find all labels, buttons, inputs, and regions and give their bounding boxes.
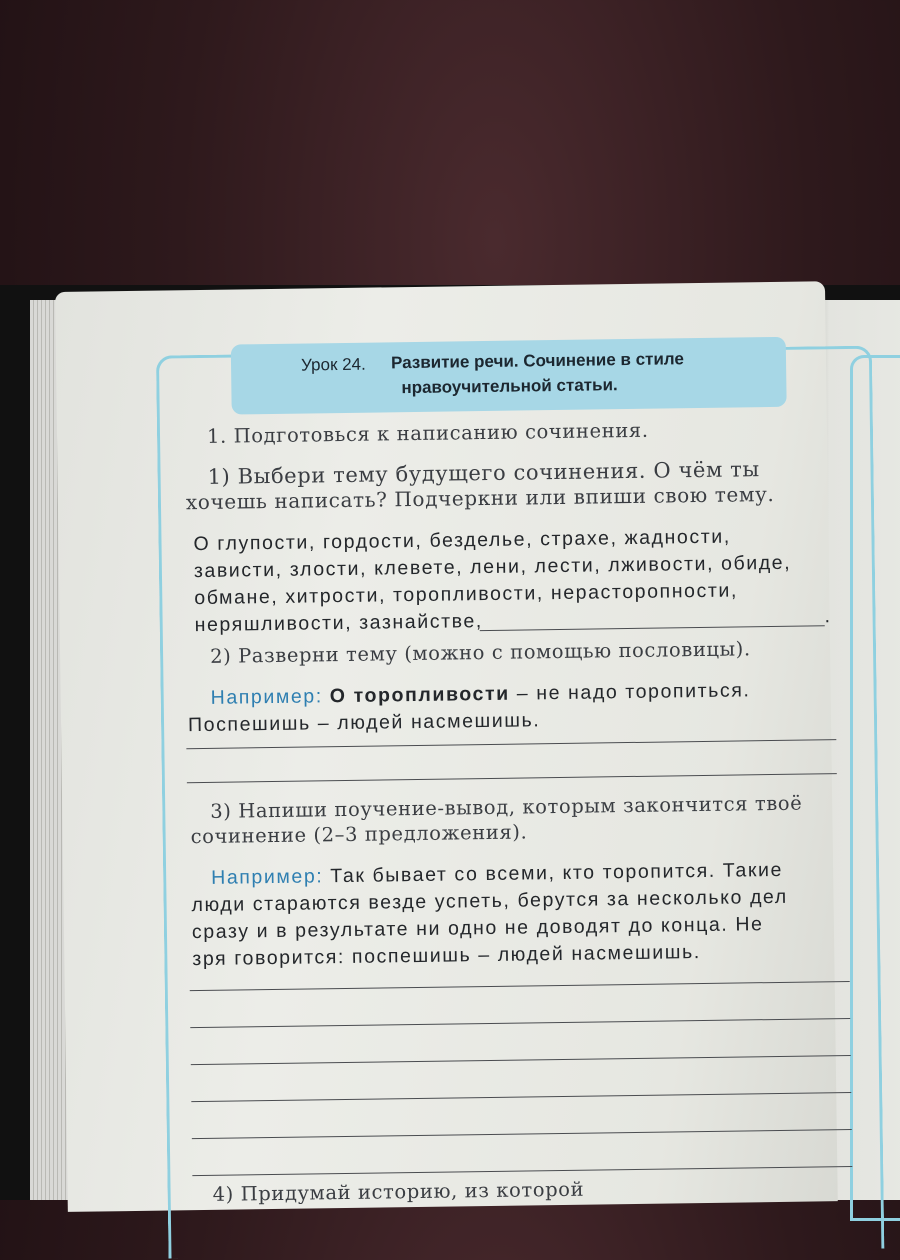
example-bold-topic: О торопливости bbox=[329, 682, 510, 708]
example2-line3: сразу и в результате ни одно не доводят до конца. Не bbox=[191, 913, 764, 944]
lesson-header bbox=[231, 337, 787, 415]
example2-line2: люди стараются везде успеть, берутся за несколько дел bbox=[191, 885, 788, 917]
example2-text: Так бывает со всеми, кто торопится. Такие bbox=[323, 858, 784, 888]
step1-text-continued: хочешь написать? Подчеркни или впиши свою тему. bbox=[185, 481, 775, 515]
step3-text: 3) Напиши поучение-вывод, которым закончится твоё bbox=[210, 791, 803, 823]
example1-proverb: Поспешишь – людей насмешишь. bbox=[187, 709, 541, 737]
topic-end-period: . bbox=[824, 605, 832, 628]
example-text: – не надо торопиться. bbox=[509, 679, 751, 705]
example2-line4: зря говорится: поспешишь – людей насмешишь. bbox=[192, 941, 701, 971]
topics-list-line4: неряшливости, зазнайстве, bbox=[194, 610, 484, 637]
example2-label: Например: bbox=[211, 865, 324, 889]
lesson-title: Развитие речи. Сочинение в стиле bbox=[390, 349, 685, 373]
example-label: Например: bbox=[210, 685, 323, 709]
lesson-number: Урок 24. bbox=[300, 354, 366, 375]
topics-list-line2: зависти, злости, клевете, лени, лести, лживости, обиде, bbox=[193, 551, 792, 583]
topics-list: О глупости, гордости, безделье, страхе, жадности, bbox=[193, 525, 731, 556]
task-heading: 1. Подготовься к написанию сочинения. bbox=[206, 418, 649, 448]
step3-text-continued: сочинение (2–3 предложения). bbox=[190, 820, 528, 849]
workbook-page bbox=[55, 281, 838, 1212]
lesson-title-continued: нравоучительной статьи. bbox=[401, 375, 618, 398]
step4-text: 4) Придумай историю, из которой bbox=[212, 1177, 585, 1206]
step1-text: 1) Выбери тему будущего сочинения. О чём ты bbox=[207, 457, 760, 489]
topics-list-line3: обмане, хитрости, торопливости, нерасторопности, bbox=[194, 579, 739, 610]
step2-text: 2) Разверни тему (можно с помощью пословицы). bbox=[209, 637, 751, 668]
